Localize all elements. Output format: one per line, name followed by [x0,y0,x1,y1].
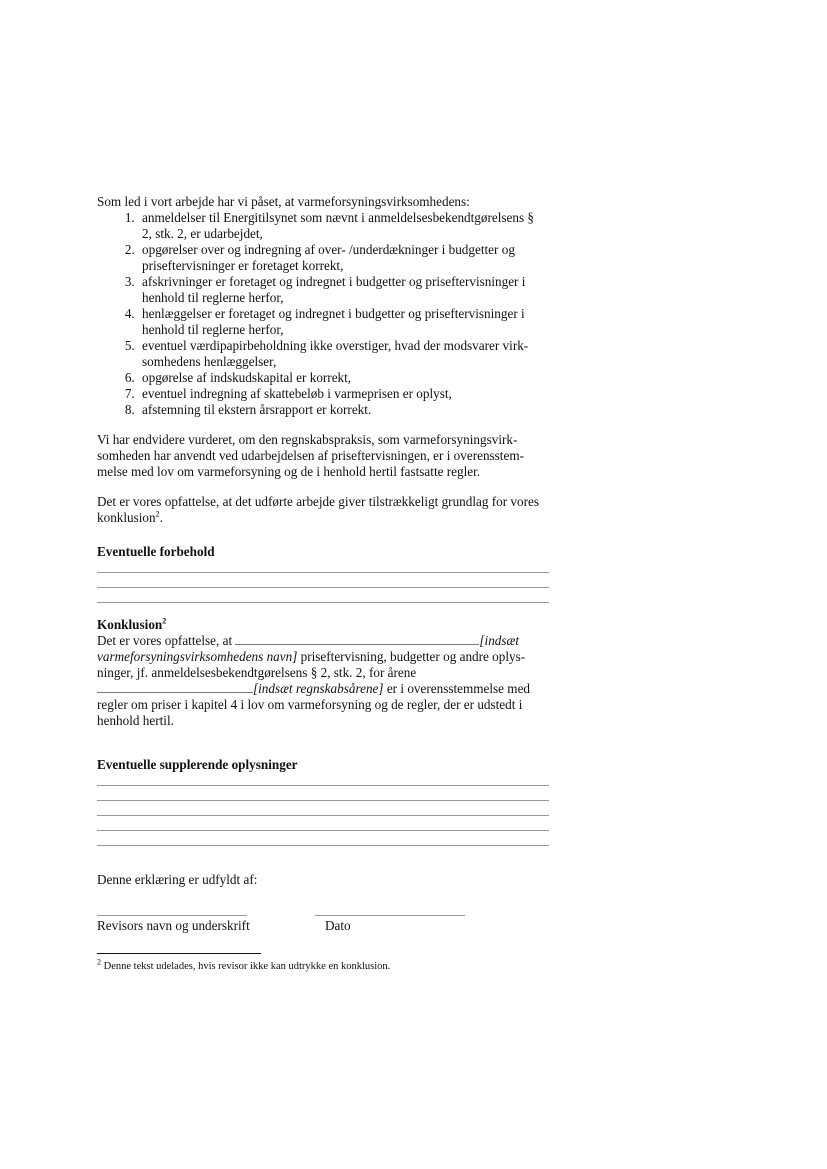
checklist-item-text: afstemning til ekstern årsrapport er korrekt. [142,402,372,417]
forbehold-line-2[interactable] [97,587,549,588]
footnote-number: 2 [97,957,101,967]
date-label: Dato [325,918,351,933]
konklusion-paragraph [97,633,547,729]
checklist-item-text: eventuel indregning af skattebeløb i varmeprisen er oplyst, [142,386,452,401]
checklist-item [138,402,547,418]
supplerende-line-4[interactable] [97,830,549,831]
konklusion-text-3: er i overensstemmelse med regler om priser i kapitel 4 i lov om varmeforsyning og de regler, der er udstedt i henhold hertil. [97,681,531,728]
auditor-signature-line[interactable] [97,915,247,916]
years-blank[interactable] [97,681,253,693]
checklist-item [138,338,547,370]
checklist-item [138,274,547,306]
footnote-text: Denne tekst udelades, hvis revisor ikke kan udtrykke en konklusion. [101,961,391,972]
basis-text: Det er vores opfattelse, at det udførte arbejde giver tilstrækkeligt grundlag for vores konklusion [97,494,540,525]
auditor-label: Revisors navn og underskrift [97,918,250,933]
footnote-divider [97,953,261,954]
checklist-item-text: afskrivninger er foretaget og indregnet i budgetter og priseftervisninger i henhold til reglerne herfor, [142,274,526,305]
footnote-ref: 2 [162,616,167,626]
konklusion-text-1: Det er vores opfattelse, at [97,633,236,648]
checklist-item [138,386,547,402]
document-body [97,194,547,939]
checklist-item-text: anmeldelser til Energitilsynet som nævnt i anmeldelsesbekendtgørelsens § 2, stk. 2, er udarbejdet, [142,210,535,241]
checklist-item [138,210,547,242]
checklist-item [138,306,547,338]
konklusion-heading-text: Konklusion [97,617,163,632]
checklist-item [138,370,547,386]
forbehold-heading: Eventuelle forbehold [97,544,215,559]
signature-row [97,905,547,939]
forbehold-line-3[interactable] [97,602,549,603]
footnote [97,957,391,973]
checklist-item-text: opgørelser over og indregning af over- /underdækninger i budgetter og priseftervisninger er foretaget korrekt, [142,242,515,273]
company-name-blank[interactable] [235,633,479,645]
footnote-ref: 2 [155,509,160,519]
basis-paragraph [97,494,547,526]
checklist-item [138,242,547,274]
forbehold-line-1[interactable] [97,572,549,573]
assessment-paragraph: Vi har endvidere vurderet, om den regnskabspraksis, som varmeforsyningsvirk-somheden har anvendt ved udarbejdelsen af priseftervisningen, er i overensstem-melse med lov om varmeforsyning og de i henhold hertil fastsatte regler. [97,432,524,479]
supplerende-heading: Eventuelle supplerende oplysninger [97,757,298,772]
checklist-item-text: henlæggelser er foretaget og indregnet i budgetter og priseftervisninger i henhold til reglerne herfor, [142,306,525,337]
date-line[interactable] [315,915,465,916]
supplerende-line-2[interactable] [97,800,549,801]
filled-by-label: Denne erklæring er udfyldt af: [97,872,258,887]
konklusion-heading [97,617,547,633]
supplerende-line-3[interactable] [97,815,549,816]
company-name-placeholder: [indsæt varmeforsyningsvirksomhedens navn] [97,633,519,664]
checklist-item-text: eventuel værdipapirbeholdning ikke overstiger, hvad der modsvarer virk-somhedens henlæggelser, [142,338,529,369]
basis-end: . [159,510,163,525]
supplerende-line-1[interactable] [97,785,549,786]
supplerende-line-5[interactable] [97,845,549,846]
intro-text: Som led i vort arbejde har vi påset, at varmeforsyningsvirksomhedens: [97,194,470,209]
checklist-item-text: opgørelse af indskudskapital er korrekt, [142,370,352,385]
konklusion-text-2: priseftervisning, budgetter og andre oplys-ninger, jf. anmeldelsesbekendtgørelsens § 2, stk. 2, for årene [97,649,526,680]
years-placeholder: [indsæt regnskabsårene] [253,681,384,696]
checklist [97,210,547,418]
